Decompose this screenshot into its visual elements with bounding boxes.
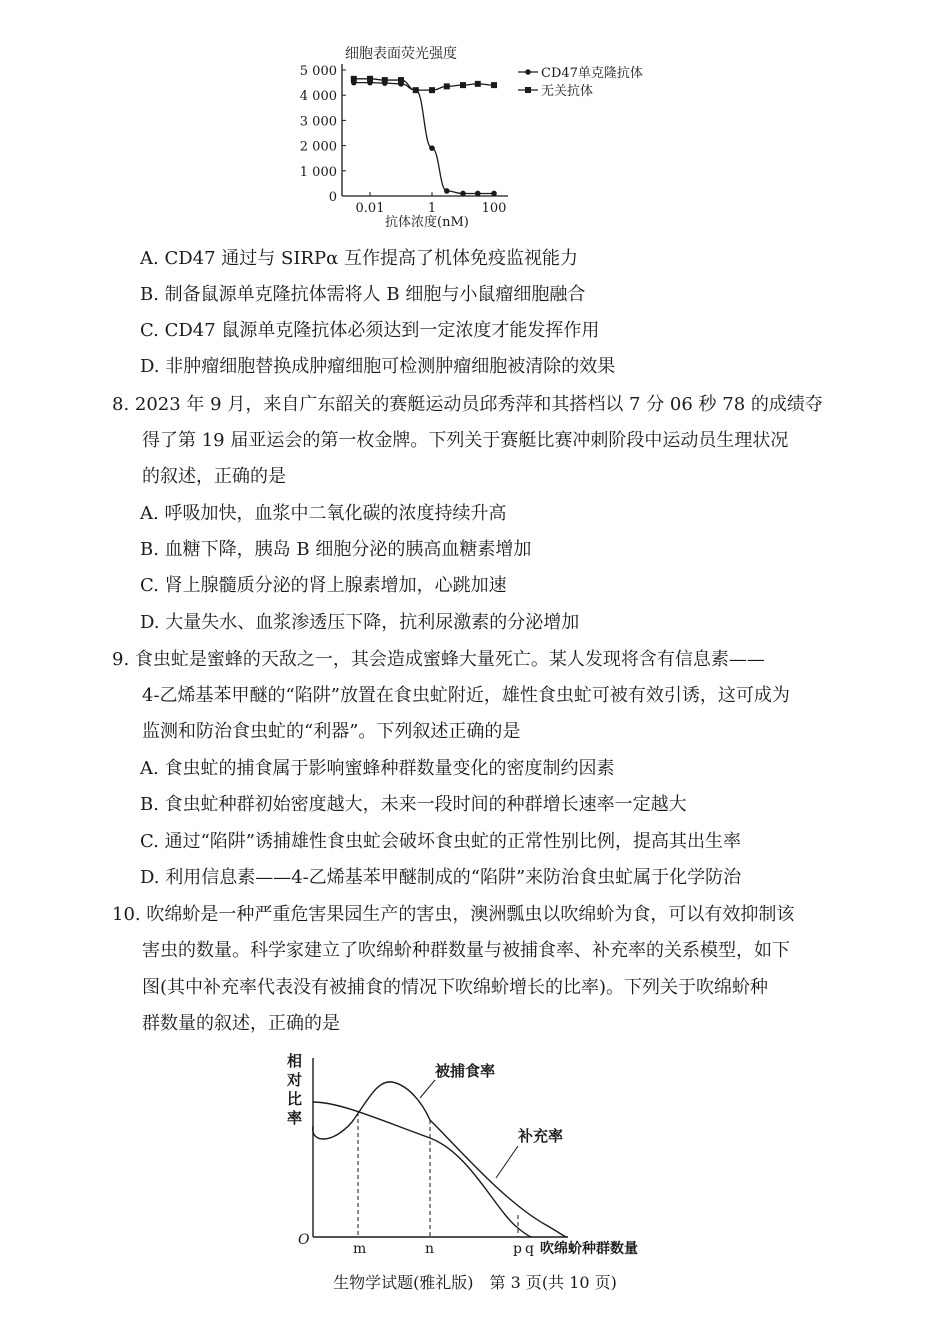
fluorescence-chart (290, 40, 670, 255)
q7-option-d: D. 非肿瘤细胞替换成肿瘤细胞可检测肿瘤细胞被清除的效果 (140, 356, 616, 377)
chart2-ylabel-2: 对 (287, 1071, 303, 1089)
irrelevant-data-point (398, 77, 404, 83)
x-tick-m: m (353, 1241, 367, 1257)
chart2-ylabel-3: 比 (287, 1090, 303, 1108)
x-tick-n: n (425, 1241, 435, 1257)
chart1-y-tick-label: 1 000 (299, 164, 337, 180)
chart1-y-tick-label: 5 000 (299, 64, 337, 79)
q8-stem-line1: 8. 2023 年 9 月，来自广东韶关的赛艇运动员邱秀萍和其搭档以 7 分 06 秒 78 的成绩夺 (112, 394, 823, 415)
cd47-data-point (475, 191, 481, 197)
q8-option-b: B. 血糖下降，胰岛 B 细胞分泌的胰高血糖素增加 (140, 539, 532, 560)
q7-option-c: C. CD47 鼠源单克隆抗体必须达到一定浓度才能发挥作用 (140, 320, 600, 341)
predation-rate-label: 被捕食率 (435, 1062, 496, 1080)
chart1-y-tick-label: 3 000 (299, 114, 337, 130)
q8-stem-line2: 得了第 19 届亚运会的第一枚金牌。下列关于赛艇比赛冲刺阶段中运动员生理状况 (142, 430, 789, 451)
predation-label-leader (420, 1080, 435, 1098)
recruitment-rate-label: 补充率 (518, 1127, 564, 1145)
chart2-xlabel: 吹绵蚧种群数量 (540, 1241, 638, 1257)
q7-option-a: A. CD47 通过与 SIRPα 互作提高了机体免疫监视能力 (140, 248, 578, 269)
q9-stem-line3: 监测和防治食虫虻的“利器”。下列叙述正确的是 (142, 721, 521, 742)
x-tick-q: q (525, 1241, 534, 1257)
irrelevant-data-point (351, 76, 357, 82)
chart2-ylabel-4: 率 (287, 1109, 303, 1127)
legend-marker-irrelevant (525, 87, 531, 93)
cd47-data-point (444, 188, 450, 194)
chart1-xlabel: 抗体浓度(nM) (385, 215, 469, 230)
x-tick-p: p (513, 1241, 522, 1257)
predation-rate-curve (313, 1102, 532, 1237)
q7-option-b: B. 制备鼠源单克隆抗体需将人 B 细胞与小鼠瘤细胞融合 (140, 284, 586, 305)
irrelevant-data-point (475, 81, 481, 87)
q9-option-c: C. 通过“陷阱”诱捕雄性食虫虻会破坏食虫虻的正常性别比例，提高其出生率 (140, 831, 741, 852)
cd47-data-point (460, 191, 466, 197)
q8-stem-line3: 的叙述，正确的是 (142, 466, 286, 487)
irrelevant-data-point (413, 87, 419, 93)
page-footer: 生物学试题(雅礼版) 第 3 页(共 10 页) (333, 1273, 617, 1292)
cd47-antibody-line (354, 83, 494, 194)
legend-label-irrelevant: 无关抗体 (541, 84, 594, 99)
recruitment-rate-curve (313, 1082, 566, 1237)
irrelevant-data-point (429, 87, 435, 93)
chart1-ylabel: 细胞表面荧光强度 (345, 46, 457, 62)
q9-stem-line1: 9. 食虫虻是蜜蜂的天敌之一，其会造成蜜蜂大量死亡。某人发现将含有信息素—— (112, 649, 765, 670)
irrelevant-data-point (491, 82, 497, 88)
q8-option-a: A. 呼吸加快，血浆中二氧化碳的浓度持续升高 (140, 503, 507, 524)
q10-stem-line1: 10. 吹绵蚧是一种严重危害果园生产的害虫，澳洲瓢虫以吹绵蚧为食，可以有效抑制该 (112, 904, 795, 925)
q10-stem-line3: 图(其中补充率代表没有被捕食的情况下吹绵蚧增长的比率)。下列关于吹绵蚧种 (142, 977, 769, 998)
chart1-y-tick-label: 2 000 (299, 139, 337, 155)
recruitment-label-leader (496, 1146, 518, 1178)
predation-model-chart (270, 1040, 690, 1265)
chart1-x-tick-label: 100 (481, 201, 507, 216)
q10-stem-line4: 群数量的叙述，正确的是 (142, 1013, 340, 1034)
chart2-ylabel-1: 相 (287, 1052, 303, 1070)
q10-stem-line2: 害虫的数量。科学家建立了吹绵蚧种群数量与被捕食率、补充率的关系模型，如下 (142, 940, 790, 961)
irrelevant-data-point (444, 83, 450, 89)
irrelevant-data-point (367, 76, 373, 82)
chart1-x-tick-label: 0.01 (355, 201, 385, 216)
chart1-x-tick-label: 1 (427, 201, 437, 216)
irrelevant-antibody-line (354, 79, 494, 90)
q9-option-d: D. 利用信息素——4-乙烯基苯甲醚制成的“陷阱”来防治食虫虻属于化学防治 (140, 867, 742, 888)
q8-option-c: C. 肾上腺髓质分泌的肾上腺素增加，心跳加速 (140, 575, 507, 596)
legend-label-cd47: CD47单克隆抗体 (541, 66, 643, 81)
cd47-data-point (429, 145, 435, 151)
chart2-origin-label: O (298, 1232, 310, 1248)
q9-option-b: B. 食虫虻种群初始密度越大，未来一段时间的种群增长速率一定越大 (140, 794, 687, 815)
q9-option-a: A. 食虫虻的捕食属于影响蜜蜂种群数量变化的密度制约因素 (140, 758, 615, 779)
irrelevant-data-point (460, 82, 466, 88)
irrelevant-data-point (382, 77, 388, 83)
cd47-data-point (491, 191, 497, 197)
chart1-y-tick-label: 4 000 (299, 89, 337, 105)
q8-option-d: D. 大量失水、血浆渗透压下降，抗利尿激素的分泌增加 (140, 612, 580, 633)
chart1-y-tick-label: 0 (328, 190, 337, 205)
q9-stem-line2: 4-乙烯基苯甲醚的“陷阱”放置在食虫虻附近，雄性食虫虻可被有效引诱，这可成为 (142, 685, 790, 706)
legend-marker-cd47 (525, 69, 531, 75)
